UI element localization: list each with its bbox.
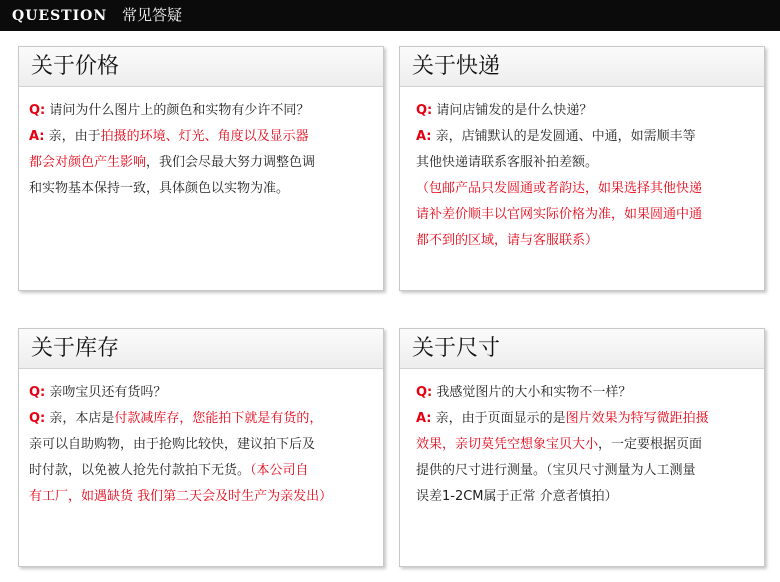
answer-text: 亲，由于页面显示的是: [435, 411, 566, 426]
faq-card-size: [399, 328, 765, 567]
answer-line: [29, 406, 373, 432]
answer-line: [416, 484, 754, 510]
question-text: 请问为什么图片上的颜色和实物有少许不同？: [49, 103, 310, 118]
faq-card-stock: [18, 328, 384, 567]
card-body: [400, 87, 764, 254]
answer-text: 亲，店铺默认的是发圆通、中通，如需顺丰等: [435, 129, 696, 144]
answer-highlight: 效果，亲切莫凭空想象宝贝大小: [416, 437, 599, 452]
answer-text: 其他快递请联系客服补拍差额。: [416, 155, 599, 170]
card-body: [400, 369, 764, 510]
header-title: [12, 0, 182, 31]
note-text: （包邮产品只发圆通或者韵达，如果选择其他快递: [416, 181, 703, 196]
answer-highlight: 拍摄的环境、灯光、角度以及显示器: [100, 129, 309, 144]
answer-line: [416, 150, 754, 176]
note-text: 请补差价顺丰以官网实际价格为准，如果圆通中通: [416, 207, 703, 222]
note-line: [416, 228, 754, 254]
answer-highlight: 都会对颜色产生影响: [29, 155, 147, 170]
answer-highlight: （本公司自: [250, 463, 309, 478]
answer-line: [29, 176, 373, 202]
answer-line: [416, 406, 754, 432]
question-line: [416, 98, 754, 124]
answer-highlight: 付款减库存，您能拍下就是有货的，: [114, 411, 323, 426]
answer-mark: A:: [416, 129, 432, 144]
header-title-en: QUESTION: [12, 8, 108, 24]
card-body: [19, 369, 383, 510]
question-line: [416, 380, 754, 406]
note-line: [416, 202, 754, 228]
answer-line: [416, 124, 754, 150]
question-line: [29, 98, 373, 124]
question-mark: Q:: [416, 385, 433, 400]
question-text: 亲吻宝贝还有货吗？: [49, 385, 167, 400]
answer-line: [29, 484, 373, 510]
card-body: [19, 87, 383, 202]
answer-mark: Q:: [29, 411, 46, 426]
question-line: [29, 380, 373, 406]
answer-line: [29, 124, 373, 150]
answer-line: [29, 150, 373, 176]
card-title: 关于价格: [19, 47, 383, 87]
answer-text: ，一定要根据页面: [598, 437, 703, 452]
question-text: 我感觉图片的大小和实物不一样？: [436, 385, 632, 400]
note-line: [416, 176, 754, 202]
answer-text: ，我们会尽最大努力调整色调: [146, 155, 316, 170]
question-mark: Q:: [29, 385, 46, 400]
answer-text: 时付款，以免被人抢先付款拍下无货。: [29, 463, 251, 478]
answer-text: 亲可以自助购物，由于抢购比较快，建议拍下后及: [29, 437, 316, 452]
answer-text: 提供的尺寸进行测量。（宝贝尺寸测量为人工测量: [416, 463, 696, 478]
card-title: 关于库存: [19, 329, 383, 369]
card-title: 关于尺寸: [400, 329, 764, 369]
answer-mark: A:: [29, 129, 45, 144]
answer-line: [416, 432, 754, 458]
answer-line: [29, 458, 373, 484]
faq-card-shipping: [399, 46, 765, 291]
question-mark: Q:: [416, 103, 433, 118]
answer-highlight: 有工厂，如遇缺货 我们第二天会及时生产为亲发出）: [29, 489, 333, 504]
answer-text: 亲，由于: [48, 129, 101, 144]
header-title-zh: 常见答疑: [121, 6, 182, 24]
header-bar: [0, 0, 780, 31]
answer-mark: A:: [416, 411, 432, 426]
question-mark: Q:: [29, 103, 46, 118]
answer-text: 亲，本店是: [49, 411, 115, 426]
card-title: 关于快递: [400, 47, 764, 87]
answer-text: 误差1-2CM属于正常 介意者慎拍）: [416, 489, 618, 504]
question-text: 请问店铺发的是什么快递？: [436, 103, 593, 118]
answer-text: 和实物基本保持一致，具体颜色以实物为准。: [29, 181, 290, 196]
note-text: 都不到的区域，请与客服联系）: [416, 233, 599, 248]
answer-line: [416, 458, 754, 484]
answer-line: [29, 432, 373, 458]
answer-highlight: 图片效果为特写微距拍摄: [565, 411, 709, 426]
faq-card-price: [18, 46, 384, 291]
